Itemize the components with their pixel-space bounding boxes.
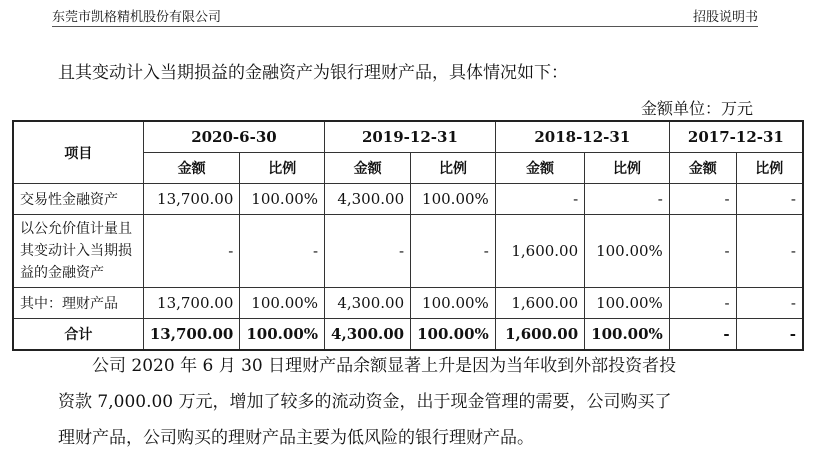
amount-header: 金额 (669, 153, 736, 184)
amount-header: 金额 (495, 153, 584, 184)
cell: 13,700.00 (143, 288, 240, 319)
cell: - (240, 215, 325, 288)
paragraph-line: 公司 2020 年 6 月 30 日理财产品余额显著上升是因为当年收到外部投资者投 (92, 356, 677, 376)
year-header: 2018-12-31 (495, 121, 669, 153)
cell: - (669, 319, 736, 351)
company-name: 东莞市凯格精机股份有限公司 (52, 10, 222, 25)
year-header: 2020-6-30 (143, 121, 324, 153)
cell: 100.00% (585, 288, 670, 319)
cell: - (669, 215, 736, 288)
intro-text: 且其变动计入当期损益的金融资产为银行理财产品，具体情况如下： (58, 63, 568, 83)
row-label: 交易性金融资产 (13, 184, 143, 215)
cell: - (585, 184, 670, 215)
cell: - (325, 215, 411, 288)
paragraph-line: 资款 7,000.00 万元，增加了较多的流动资金，出于现金管理的需要，公司购买了 (58, 392, 672, 412)
table-row (13, 215, 803, 288)
table-row (13, 184, 803, 215)
cell: 100.00% (585, 215, 670, 288)
amount-header: 金额 (143, 153, 240, 184)
cell: - (669, 288, 736, 319)
cell: 100.00% (240, 184, 325, 215)
table-total-row (13, 319, 803, 351)
cell: 100.00% (411, 319, 496, 351)
financial-assets-table (12, 120, 804, 351)
ratio-header: 比例 (411, 153, 496, 184)
cell: 4,300.00 (325, 288, 411, 319)
document-type: 招股说明书 (692, 10, 758, 25)
unit-label: 金额单位：万元 (640, 99, 753, 118)
cell: - (736, 184, 803, 215)
cell: 1,600.00 (495, 215, 584, 288)
ratio-header: 比例 (736, 153, 803, 184)
year-header: 2017-12-31 (669, 121, 803, 153)
cell: 4,300.00 (325, 184, 411, 215)
cell: 4,300.00 (325, 319, 411, 351)
cell: 13,700.00 (143, 319, 240, 351)
ratio-header: 比例 (240, 153, 325, 184)
page-header (52, 4, 758, 27)
item-header: 项目 (13, 121, 143, 184)
cell: 13,700.00 (143, 184, 240, 215)
cell: - (495, 184, 584, 215)
cell: - (411, 215, 496, 288)
cell: 100.00% (411, 288, 496, 319)
ratio-header: 比例 (585, 153, 670, 184)
cell: 100.00% (585, 319, 670, 351)
cell: - (736, 215, 803, 288)
cell: 1,600.00 (495, 319, 584, 351)
paragraph-line: 理财产品，公司购买的理财产品主要为低风险的银行理财产品。 (58, 428, 534, 448)
table-row (13, 288, 803, 319)
year-header: 2019-12-31 (325, 121, 496, 153)
row-label: 以公允价值计量且其变动计入当期损益的金融资产 (13, 215, 143, 288)
row-label: 其中：理财产品 (13, 288, 143, 319)
cell: - (736, 288, 803, 319)
cell: 100.00% (240, 288, 325, 319)
cell: 1,600.00 (495, 288, 584, 319)
amount-header: 金额 (325, 153, 411, 184)
table-header-row-years (13, 121, 803, 153)
row-label: 合计 (13, 319, 143, 351)
cell: - (669, 184, 736, 215)
cell: 100.00% (411, 184, 496, 215)
cell: 100.00% (240, 319, 325, 351)
cell: - (143, 215, 240, 288)
cell: - (736, 319, 803, 351)
